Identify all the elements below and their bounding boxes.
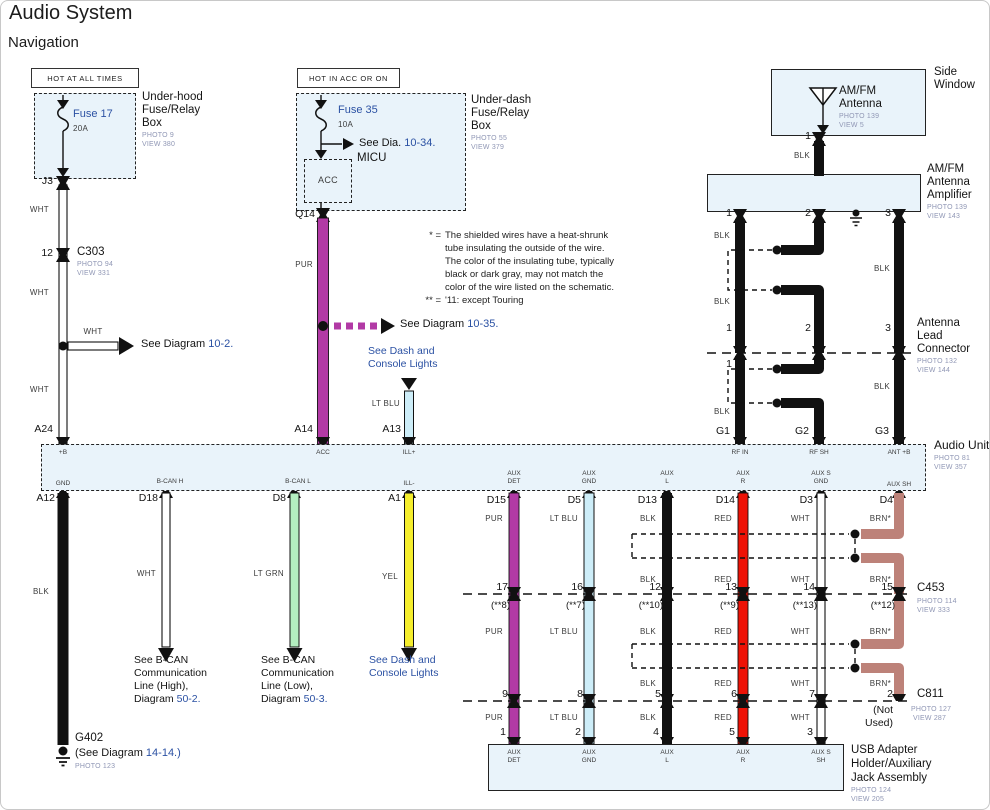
wire-color-label: BLK [639, 679, 656, 688]
c453-label: C453 [917, 582, 945, 594]
note-line: tube insulating the outside of the wire. [445, 243, 605, 254]
pin-line: GND [813, 478, 829, 485]
wire-color-label: BLK [639, 627, 656, 636]
diagram-link[interactable]: 50-3. [303, 693, 328, 705]
see-diagram-10-2 [141, 338, 233, 350]
lead-connector-name: Antenna [917, 317, 960, 329]
pin-lead-2: 2 [805, 322, 811, 334]
pin-line: AUX S [811, 749, 831, 756]
connector-j3 [56, 176, 70, 183]
pin-line: AUX S [811, 470, 831, 477]
wire-color-label: LT BLU [371, 399, 400, 408]
usb-pin-number: 1 [500, 726, 506, 738]
view-ref: VIEW 333 [917, 607, 951, 614]
fuse17-label: Fuse 17 [73, 108, 113, 120]
wire-ltblu-ill [405, 391, 414, 444]
pin-g1: G1 [715, 425, 730, 437]
pin-line: L [665, 757, 669, 764]
pin-antenna-1: 1 [805, 130, 811, 142]
pin-line: AUX [582, 749, 596, 756]
usb-pin-auxgnd [582, 749, 596, 765]
view-ref: VIEW 331 [77, 270, 111, 277]
c811-pin: 5 [655, 688, 661, 700]
wire-color-label: WHT [790, 627, 810, 636]
banner-text: HOT IN ACC OR ON [308, 73, 389, 83]
usb-name: Jack Assembly [851, 772, 928, 784]
usb-pin-auxr [736, 749, 749, 765]
wire-color-label: RED [714, 575, 732, 584]
see-dash-console: Console Lights [369, 667, 439, 679]
pin-line: AUX [660, 749, 674, 756]
wire-ltgrn-bcanl [290, 493, 299, 647]
c453-pin: 17 [496, 581, 508, 593]
diagram-link[interactable]: 10-2. [208, 338, 234, 350]
underhood-name: Box [142, 117, 162, 129]
see-text: See Diagram [400, 318, 465, 330]
wire-color-label: WHT [790, 713, 810, 722]
wire-wht-b-plus [59, 185, 67, 444]
audio-pin-antb: ANT +B [887, 449, 911, 456]
note-line: color of the wire listed on the schematic. [445, 282, 614, 293]
see-dash-console: See Dash and [368, 345, 435, 357]
bcan-low-text: Communication [261, 667, 334, 679]
amplifier-name: AM/FM [927, 163, 965, 175]
wire-blk-antb-lower [894, 356, 904, 444]
wire-color-label: BRN* [869, 514, 891, 523]
connector-c303 [56, 248, 70, 255]
pin-line: AUX [736, 470, 750, 477]
shield-loop [728, 369, 772, 403]
arrow-right-icon [343, 138, 354, 150]
audio-pin-auxsh: AUX SH [886, 481, 912, 488]
wire-color-label: BLK [32, 587, 49, 596]
c811-label: C811 [917, 688, 944, 700]
view-ref: VIEW 205 [851, 796, 885, 803]
c453-pin-note: (**13) [792, 600, 817, 611]
wire-blk-antb-upper [894, 219, 904, 353]
wire-color-label: BLK [713, 231, 730, 240]
see-diagram-10-35 [400, 318, 498, 330]
fuse-icon [316, 107, 327, 131]
photo-ref: PHOTO 94 [77, 261, 114, 268]
wire-color-label: BLK [639, 713, 656, 722]
lead-connector-name: Lead [917, 330, 943, 342]
audio-pin-illminus: ILL- [403, 480, 415, 487]
see-dia-10-34 [359, 137, 435, 149]
photo-ref: PHOTO 132 [917, 358, 958, 365]
note-star: * = [429, 230, 441, 241]
connector-q14 [316, 208, 330, 215]
wire-blk-gnd [58, 493, 69, 745]
pin-line: GND [581, 757, 597, 764]
connector-amp-1 [733, 209, 747, 216]
pin-d5: D5 [567, 494, 581, 506]
amplifier-name: Antenna [927, 176, 970, 188]
pin-g2: G2 [794, 425, 809, 437]
c453-pin-note: (**12) [870, 600, 895, 611]
pin-amp-1: 1 [726, 207, 732, 219]
usb-name: Holder/Auxiliary [851, 758, 932, 770]
arrow-right-icon [119, 337, 134, 355]
wire-color-label: LT BLU [549, 514, 578, 523]
audio-pin-auxsgnd [811, 470, 831, 486]
usb-pin-auxl [660, 749, 673, 765]
view-ref: VIEW 143 [927, 213, 961, 220]
pin-line: AUX [660, 470, 674, 477]
photo-ref: PHOTO 139 [927, 204, 968, 211]
audio-unit-name: Audio Unit [934, 438, 990, 452]
connector-amp-3 [892, 209, 906, 216]
wire-color-label: BLK [713, 297, 730, 306]
pin-line: DET [507, 478, 521, 485]
arrow-down-icon [315, 150, 327, 159]
wire-color-label: BLK [873, 382, 890, 391]
pin-line: AUX [736, 749, 750, 756]
audio-pin-acc: ACC [316, 449, 330, 456]
connector-a24 [56, 437, 70, 444]
wire-color-label: LT BLU [549, 713, 578, 722]
fuse17-amps: 20A [73, 124, 89, 133]
usb-name: USB Adapter [851, 744, 918, 756]
wire-color-label: YEL [381, 572, 398, 581]
usb-pin-number: 4 [653, 726, 659, 738]
wire-color-label: RED [714, 713, 732, 722]
underdash-name: Fuse/Relay [471, 107, 530, 119]
wire-color-label: PUR [485, 514, 503, 523]
audio-pin-b: +B [58, 449, 68, 456]
wire-color-label: LT GRN [253, 569, 284, 578]
arrow-down-icon [57, 168, 69, 177]
shield-loop [728, 250, 772, 290]
wire-color-label: BLK [873, 264, 890, 273]
antenna-name: AM/FM [839, 85, 877, 97]
wire-blk-rfsh-upper-a [781, 219, 819, 250]
connector-c303-label: C303 [77, 246, 105, 258]
pin-line: SH [816, 757, 826, 764]
photo-ref: PHOTO 139 [839, 113, 880, 120]
photo-ref: PHOTO 9 [142, 132, 175, 139]
c453-pin: 16 [571, 581, 583, 593]
g402-label: G402 [75, 732, 104, 744]
pin-a12: A12 [36, 492, 55, 504]
pin-d8: D8 [272, 492, 286, 504]
connector-usb-3 [814, 737, 828, 744]
c811-pin: 7 [809, 688, 815, 700]
bcan-low-diagram [261, 693, 328, 705]
diagram-link[interactable]: 14-14.) [145, 747, 181, 759]
audio-pin-bcanh: B-CAN H [156, 478, 184, 485]
usb-pin-number: 2 [575, 726, 581, 738]
not-used-label: Used) [864, 717, 893, 729]
wire-wht-branch [68, 342, 118, 350]
usb-pin-auxssh [811, 749, 831, 765]
wire-color-label: BLK [639, 514, 656, 523]
wire-color-label: RED [714, 679, 732, 688]
pin-12: 12 [41, 247, 53, 259]
usb-pin-number: 5 [729, 726, 735, 738]
pin-a1: A1 [388, 492, 401, 504]
see-text: Diagram [261, 693, 301, 705]
note-line: black or dark gray, may not match the [445, 269, 604, 280]
bcan-high-text: Communication [134, 667, 207, 679]
lead-connector-name: Connector [917, 343, 971, 355]
wire-color-label: WHT [790, 575, 810, 584]
photo-ref: PHOTO 127 [911, 706, 952, 713]
wire-color-label: RED [714, 627, 732, 636]
pin-j3: J3 [41, 175, 53, 187]
pin-line: GND [581, 478, 597, 485]
acc-label: ACC [318, 175, 338, 185]
fuse35-amps: 10A [338, 120, 354, 129]
see-dash-console: Console Lights [368, 358, 438, 370]
bcan-high-diagram [134, 693, 201, 705]
usb-pin-number: 3 [807, 726, 813, 738]
pin-lead-below-1: 1 [726, 358, 732, 370]
photo-ref: PHOTO 55 [471, 135, 508, 142]
bcan-high-text: See B-CAN [134, 654, 189, 666]
c453-pin: 13 [725, 581, 737, 593]
pin-line: AUX [507, 470, 521, 477]
wire-color-label: BRN* [869, 627, 891, 636]
view-ref: VIEW 144 [917, 367, 951, 374]
pin-d13: D13 [637, 494, 657, 506]
wire-color-label: RED [714, 514, 732, 523]
wire-wht-bcanh [162, 493, 170, 647]
pin-amp-2: 2 [805, 207, 811, 219]
junction-dot [318, 321, 328, 331]
junction-dot [59, 342, 68, 351]
arrow-down-icon [401, 378, 417, 390]
c453-pin: 15 [881, 581, 893, 593]
audio-pin-gnd: GND [55, 480, 71, 487]
photo-ref: PHOTO 123 [75, 763, 116, 770]
view-ref: VIEW 5 [839, 122, 864, 129]
see-text: See Diagram [141, 338, 206, 350]
diagram-link[interactable]: 10-35. [467, 318, 499, 330]
ground-icon [853, 210, 860, 217]
audio-pin-auxl [660, 470, 673, 486]
wire-color-label: WHT [29, 385, 49, 394]
wire-color-label: PUR [485, 627, 503, 636]
pin-a24: A24 [34, 423, 53, 435]
pin-line: R [740, 478, 746, 485]
photo-ref: PHOTO 81 [934, 455, 971, 462]
underdash-name: Under-dash [471, 94, 532, 106]
arrow-right-icon [381, 318, 395, 334]
view-ref: VIEW 287 [913, 715, 947, 722]
wire-blk-rfin-upper [735, 219, 745, 353]
wire-color-label: BRN* [869, 575, 891, 584]
pin-line: DET [507, 757, 521, 764]
wire-color-label: PUR [295, 260, 313, 269]
note-line: The color of the insulating tube, typically [445, 256, 614, 267]
pin-lead-3: 3 [885, 322, 891, 334]
wire-blk-rfsh-upper-b [781, 290, 819, 353]
bcan-low-text: See B-CAN [261, 654, 316, 666]
pin-a14: A14 [294, 423, 313, 435]
pin-d4: D4 [879, 494, 893, 506]
page-title: Audio System [9, 2, 133, 24]
c453-pin-note: (**9) [719, 600, 739, 611]
audio-pin-rfin: RF IN [731, 449, 749, 456]
wire-color-label: BLK [713, 407, 730, 416]
c811-pin: 2 [887, 688, 893, 700]
audio-pin-auxgnd [582, 470, 596, 486]
usb-pin-auxdet [507, 749, 520, 765]
pin-q14: Q14 [295, 208, 315, 220]
view-ref: VIEW 379 [471, 144, 505, 151]
note-dstar: ** = [425, 295, 441, 306]
amplifier-name: Amplifier [927, 189, 972, 201]
g402-see [75, 747, 181, 759]
banner-text: HOT AT ALL TIMES [47, 73, 123, 83]
pin-lead-1: 1 [726, 322, 732, 334]
ground-icon [59, 747, 68, 756]
see-dash-console: See Dash and [369, 654, 436, 666]
audio-pin-bcanl: B-CAN L [285, 478, 311, 485]
wire-color-label: WHT [136, 569, 156, 578]
underhood-name: Under-hood [142, 91, 203, 103]
pin-line: AUX [582, 470, 596, 477]
side-window-label: Side [934, 66, 958, 78]
wire-color-label: BLK [793, 151, 810, 160]
view-ref: VIEW 357 [934, 464, 968, 471]
photo-ref: PHOTO 124 [851, 787, 892, 794]
side-window-label: Window [934, 79, 975, 91]
see-text: See Dia. [359, 137, 402, 149]
bcan-high-text: Line (High), [134, 680, 189, 692]
micu-label: MICU [357, 152, 387, 164]
pin-d3: D3 [799, 494, 813, 506]
c811-pin: 6 [731, 688, 737, 700]
connector-amp-2 [812, 209, 826, 216]
c453-pin-note: (**8) [490, 600, 510, 611]
c811-pin: 8 [577, 688, 583, 700]
fuse35-label: Fuse 35 [338, 104, 378, 116]
antenna-name: Antenna [839, 98, 882, 110]
diagram-link[interactable]: 50-2. [176, 693, 201, 705]
note-line: '11: except Touring [445, 295, 524, 306]
wire-yel-illminus [405, 493, 414, 647]
diagram-link[interactable]: 10-34. [404, 137, 436, 149]
see-text: (See Diagram [75, 747, 143, 759]
pin-line: L [665, 478, 669, 485]
view-ref: VIEW 380 [142, 141, 176, 148]
audio-pin-auxr [736, 470, 749, 486]
wire-color-label: WHT [29, 288, 49, 297]
wire-color-label: WHT [83, 327, 103, 336]
not-used-label: (Not [873, 704, 893, 716]
c453-pin: 12 [649, 581, 661, 593]
pin-g3: G3 [874, 425, 889, 437]
pin-line: AUX [507, 749, 521, 756]
underhood-name: Fuse/Relay [142, 104, 201, 116]
bcan-low-text: Line (Low), [261, 680, 313, 692]
pin-d15: D15 [486, 494, 506, 506]
wire-color-label: PUR [485, 713, 503, 722]
see-text: Diagram [134, 693, 174, 705]
pin-d18: D18 [138, 492, 158, 504]
underdash-name: Box [471, 120, 491, 132]
wire-color-label: BLK [639, 575, 656, 584]
note-line: The shielded wires have a heat-shrunk [445, 230, 609, 241]
photo-ref: PHOTO 114 [917, 598, 957, 605]
wire-blk-antenna [814, 141, 824, 176]
pin-d14: D14 [715, 494, 735, 506]
wire-color-label: WHT [790, 514, 810, 523]
wire-color-label: WHT [790, 679, 810, 688]
audio-pin-illplus: ILL+ [402, 449, 416, 456]
wire-color-label: BRN* [869, 679, 891, 688]
pin-amp-3: 3 [885, 207, 891, 219]
pin-line: R [740, 757, 746, 764]
page-subtitle: Navigation [8, 34, 79, 51]
c453-pin-note: (**10) [638, 600, 663, 611]
c453-pin-note: (**7) [565, 600, 585, 611]
c453-pin: 14 [803, 581, 815, 593]
fuse-icon [58, 107, 69, 131]
audio-pin-auxdet [507, 470, 520, 486]
c811-pin: 9 [502, 688, 508, 700]
connector-antenna-1 [812, 132, 826, 139]
audio-pin-rfsh: RF SH [809, 449, 829, 456]
pin-a13: A13 [382, 423, 401, 435]
wire-color-label: LT BLU [549, 627, 578, 636]
wire-color-label: WHT [29, 205, 49, 214]
